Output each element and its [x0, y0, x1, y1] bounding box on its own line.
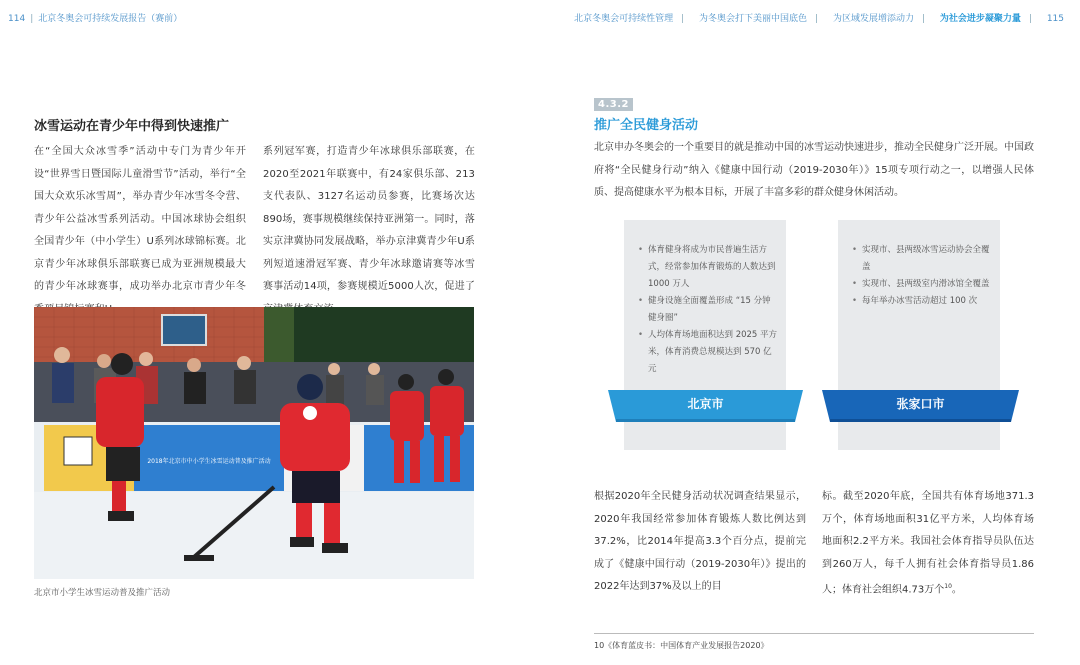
- beijing-banner: [608, 390, 803, 422]
- rink-sign-text: 2018年北京市中小学生冰雪运动普及推广活动: [147, 458, 271, 465]
- nav-item-1: 北京冬奥会可持续性管理: [574, 14, 674, 24]
- zhangjiakou-banner: [822, 390, 1019, 422]
- zhangjiakou-label: 张家口市: [830, 390, 1011, 422]
- right-running-header: 北京冬奥会可持续性管理 | 为冬奥会打下美丽中国底色 | 为区域发展增添动力 | 为社会进步凝聚力量 | 115: [574, 14, 1064, 24]
- footnote-ref: 10: [944, 583, 952, 590]
- beijing-bullet-list: [638, 242, 778, 378]
- left-text-column-1: 在“全国大众冰雪季”活动中专门为青少年开设“世界雪日暨国际儿童滑雪节”活动，举行“全国大众欢乐冰雪周”，举办青少年冰雪冬令营、青少年公益冰雪系列活动。中国冰球协会组织全国青少年（中小学生）U系列冰球锦标赛。北京青少年冰球俱乐部联赛已成为亚洲规模最大的青少年冰球赛事，成功举办北京市青少年冬: [34, 146, 246, 292]
- list-item: • 体育健身将成为市民普遍生活方式，经常参加体育锻炼的人数达到 1000 万人: [638, 242, 778, 293]
- list-item: • 人均体育场地面积达到 2025 平方米，体育消费总规模达到 570 亿元: [638, 327, 778, 378]
- ice-hockey-photo: [34, 307, 474, 579]
- left-page-number: 114: [8, 14, 26, 24]
- section-title: 推广全民健身活动: [594, 118, 699, 133]
- left-text-column-2: 系列冠军赛，打造青少年冰球俱乐部联赛，在2020至2021年联赛中，有24家俱乐部、213支代表队、3127名运动员参赛，比赛场次达890场，赛事规模继续保持亚洲第一。同时，落实京津冀协同发展战略，举办京津冀青少年U系列短道速滑冠军赛、青少年冰球邀请赛等冰雪赛事活动14项，参赛规模近5000人次，促进了: [263, 146, 475, 292]
- photo-caption: 北京市小学生冰雪运动普及推广活动: [34, 588, 171, 598]
- ice-hockey-illustration: [34, 307, 474, 579]
- nav-item-3: 为区域发展增添动力: [832, 14, 914, 24]
- list-item: • 实现市、县两级冰雪运动协会全覆盖: [852, 242, 992, 276]
- list-item: • 每年举办冰雪活动超过 100 次: [852, 293, 992, 310]
- right-text-column-2: 标。截至2020年底，全国共有体育场地371.3万个，体育场地面积31亿平方米，人均体育场地面积2.2平方米。我国社会体育指导员队伍达到260万人，每千人拥有社会体育指导员1.86人；体育社会组织4.73万个$^{10}$。: [822, 491, 1034, 596]
- right-text-column-1: 根据2020年全民健身活动状况调查结果显示，2020年我国经常参加体育锻炼人数比例达到37.2%，比2014年提高3.3个百分点，提前完成了《健康中国行动（2019-2030年）》提出的2022年达到37%及以上的目: [594, 491, 806, 592]
- section-number: 4.3.2: [594, 98, 633, 111]
- nav-item-active: 为社会进步凝聚力量: [939, 14, 1021, 24]
- footnote-divider: [594, 633, 1034, 634]
- nav-item-2: 为冬奥会打下美丽中国底色: [699, 14, 808, 24]
- section-intro: 北京申办冬奥会的一个重要目的就是推动中国的冰雪运动快速进步，推动全民健身广泛开展。中国政府将“全民健身行动”纳入《健康中国行动（2019-2030年）》15项专项行动之一，以增强人民体质、提高健康水平为根本目标，开展了丰富多彩的群众健身休闲活动。: [594, 142, 1034, 198]
- right-page-number: 115: [1046, 14, 1064, 24]
- zhangjiakou-bullet-list: [852, 242, 992, 310]
- left-section-heading: 冰雪运动在青少年中得到快速推广: [34, 119, 230, 134]
- left-report-title: 北京冬奥会可持续发展报告（赛前）: [38, 14, 183, 24]
- left-running-header: 114 | 北京冬奥会可持续发展报告（赛前）: [8, 14, 183, 24]
- list-item: • 实现市、县两级室内滑冰馆全覆盖: [852, 276, 992, 293]
- footnote: 10《体育蓝皮书：中国体育产业发展报告2020》: [594, 641, 769, 650]
- list-item: • 健身设施全面覆盖形成 “15 分钟健身圈”: [638, 293, 778, 327]
- beijing-label: 北京市: [616, 390, 795, 422]
